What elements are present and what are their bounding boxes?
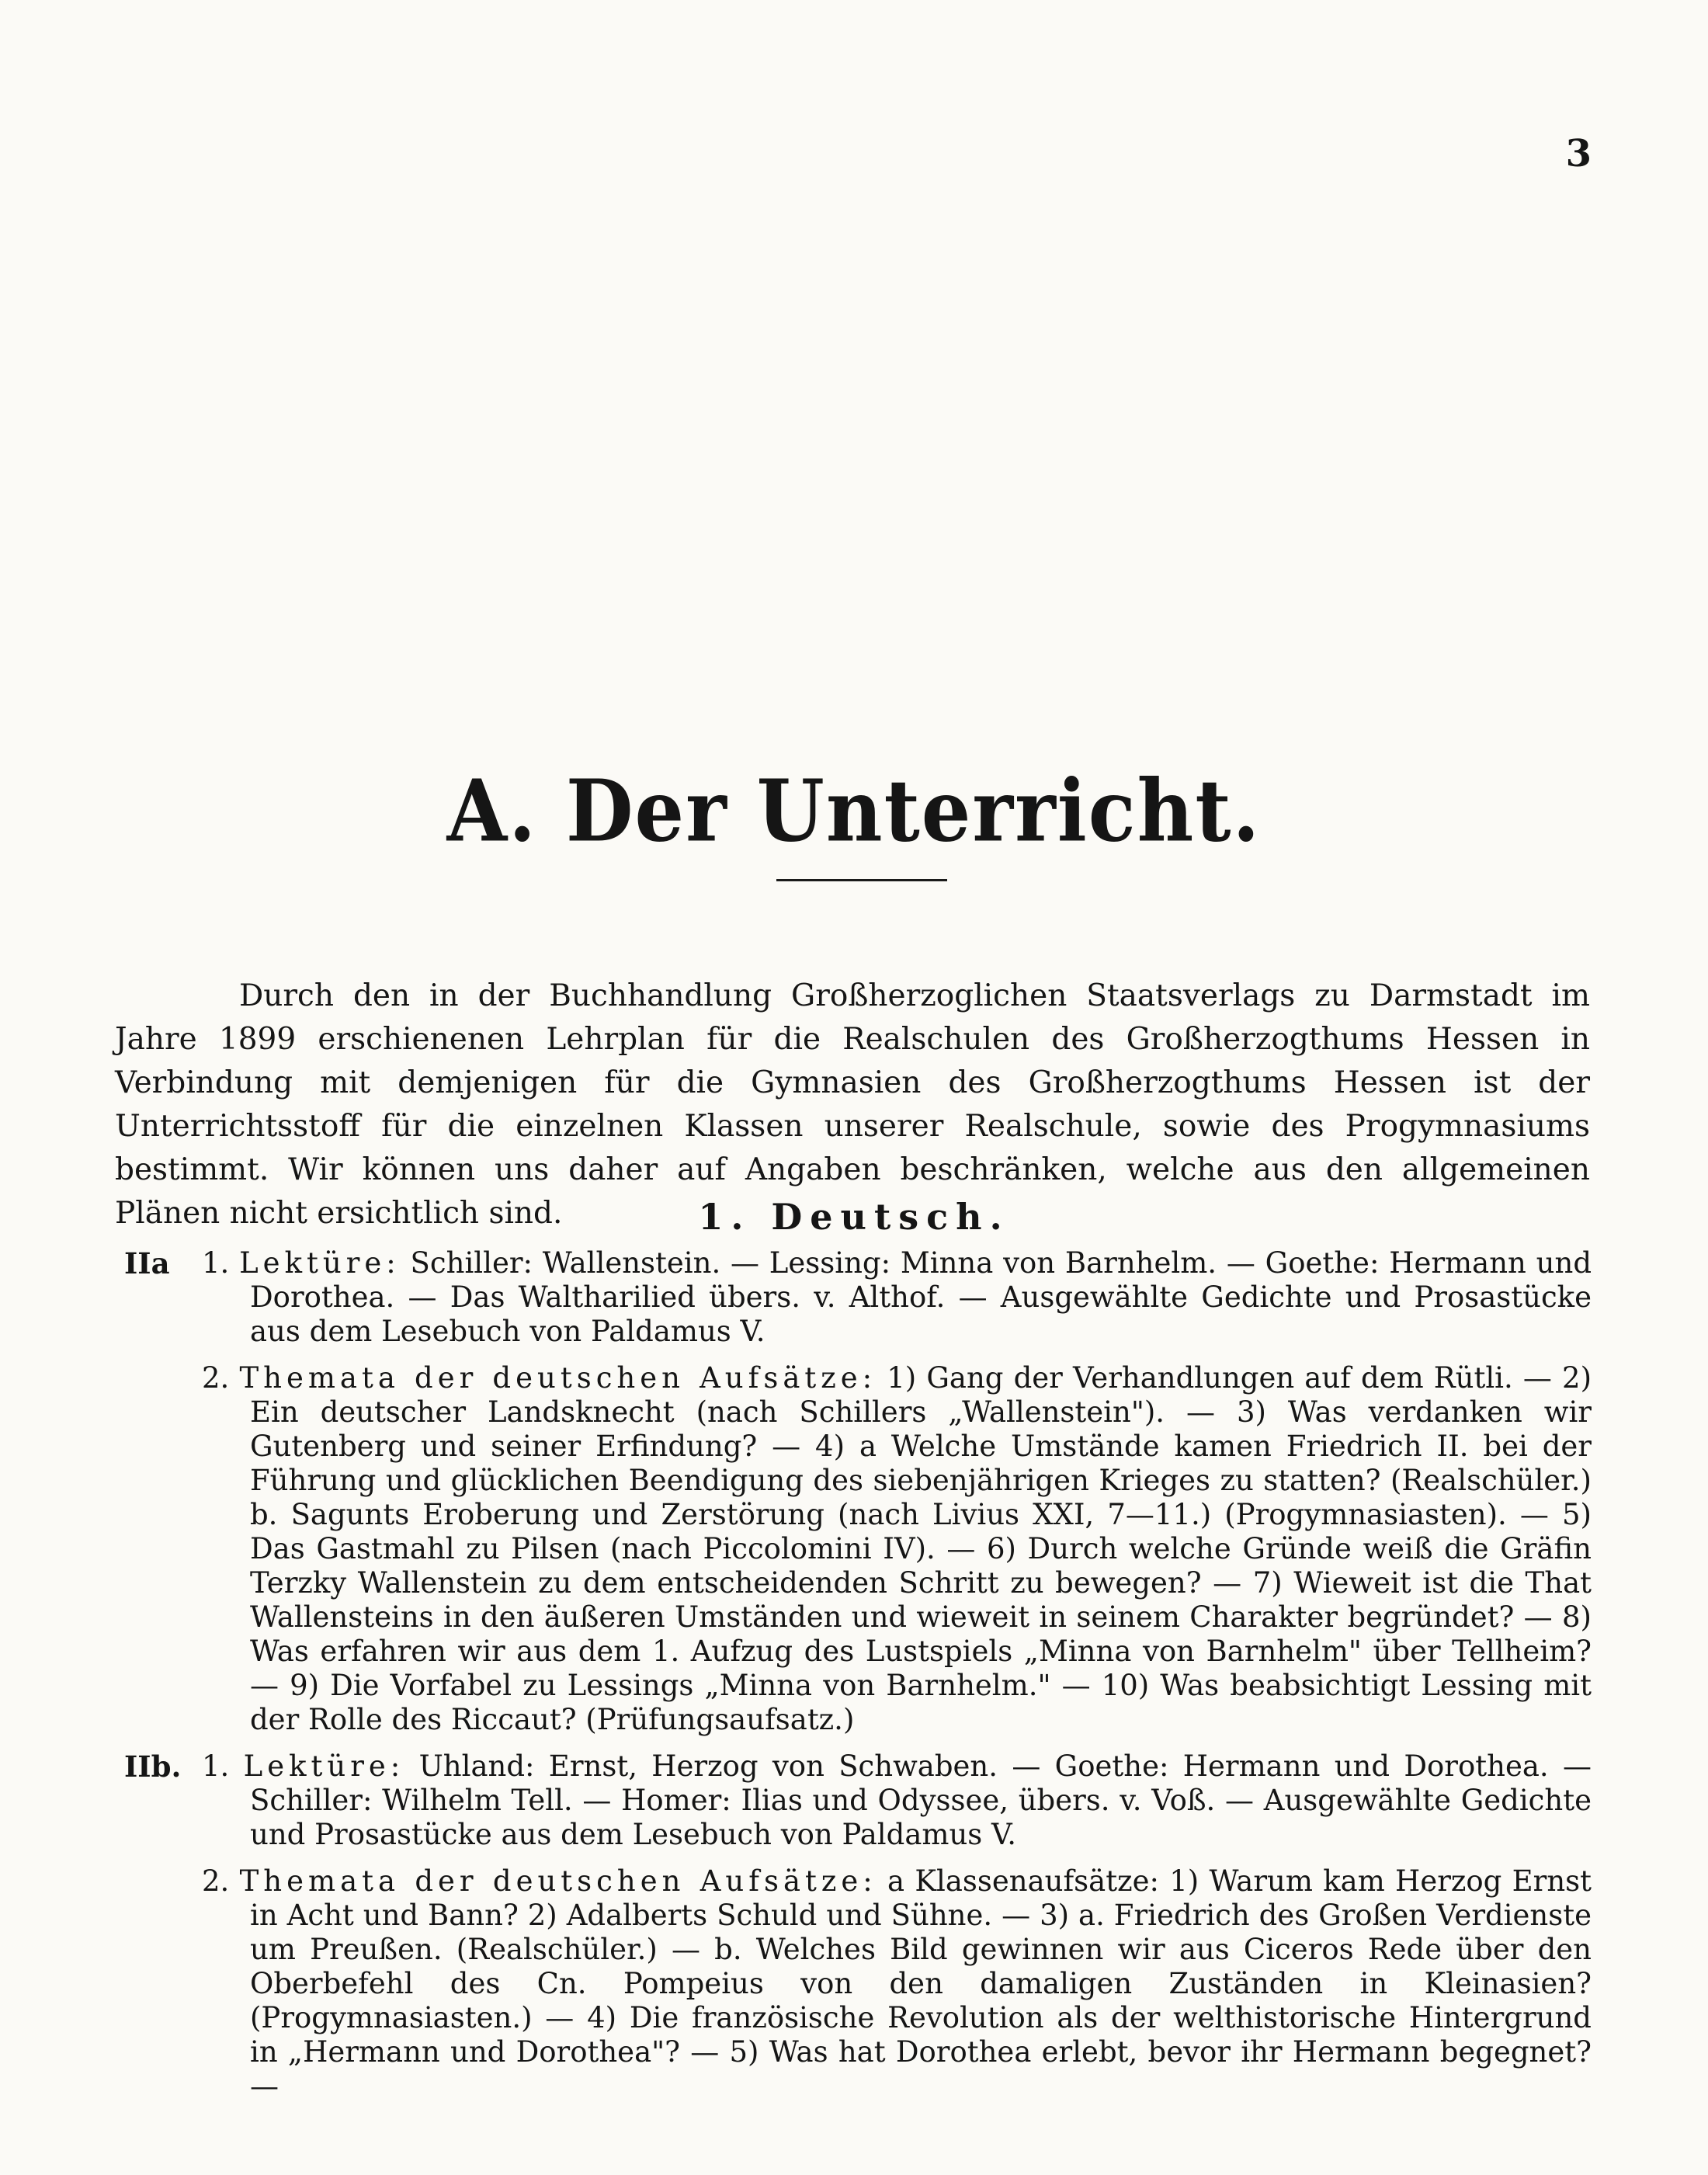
main-title: A. Der Unterricht.: [446, 760, 1262, 861]
entry-text: a Klassenaufsätze: 1) Warum kam Herzog Ernst in Acht und Bann? 2) Adalberts Schuld und Sühne. — 3) a. Friedrich des Großen Verdienste um Preußen. (Realschüler.) — b. Welches Bild gewinnen wir aus Ciceros Rede über den Oberbefehl des Cn. Pompeius von den damaligen Zuständen in Kleinasien? (Progymnasiasten.) — 4) Die französische Revolution als der welthistorische Hintergrund in „Hermann und Dorothea"? — 5) Was hat Dorothea erlebt, bevor ihr Hermann begegnet? —: [250, 1864, 1592, 2103]
entry-iib-lektuere: [124, 1749, 1592, 1852]
entry-iib-aufsaetze: [124, 1864, 1592, 2104]
entry-number: 1.: [202, 1246, 230, 1280]
page-number: 3: [1565, 132, 1592, 175]
entry-class: IIb.: [124, 1749, 182, 1784]
intro-paragraph: Durch den in der Buchhandlung Großherzoglichen Staatsverlags zu Darmstadt im Jahre 1899 erschienenen Lehrplan für die Realschulen des Großherzogthums Hessen in Verbindung mit demjenigen für die Gymnasien des Großherzogthums Hessen ist der Unterrichtsstoff für die einzelnen Klassen unserer Realschule, sowie des Progymnasiums bestimmt. Wir können uns daher auf Angaben beschränken, welche aus den allgemeinen Plänen nicht ersichtlich sind.: [115, 978, 1590, 1231]
section-heading: 1. Deutsch.: [698, 1196, 1010, 1238]
entry-label: Themata der deutschen Aufsätze:: [239, 1864, 877, 1898]
entry-text: Schiller: Wallenstein. — Lessing: Minna von Barnhelm. — Goethe: Hermann und Dorothea. — Das Waltharilied übers. v. Althof. — Ausgewählte Gedichte und Prosastücke aus dem Lesebuch von Paldamus V.: [250, 1246, 1592, 1348]
entry-iia-aufsaetze: [124, 1361, 1592, 1737]
entry-text: 1) Gang der Verhandlungen auf dem Rütli. — 2) Ein deutscher Landsknecht (nach Schillers „Wallenstein"). — 3) Was verdanken wir Gutenberg und seiner Erfindung? — 4) a Welche Umstände kamen Friedrich II. bei der Führung und glücklichen Beendigung des siebenjährigen Krieges zu statten? (Realschüler.) b. Sagunts Eroberung und Zerstörung (nach Livius XXI, 7—11.) (Progymnasiasten). — 5) Das Gastmahl zu Pilsen (nach Piccolomini IV). — 6) Durch welche Gründe weiß die Gräfin Terzky Wallenstein zu dem entscheidenden Schritt zu bewegen? — 7) Wieweit ist die That Wallensteins in den äußeren Umständen und wieweit in seinem Charakter begründet? — 8) Was erfahren wir aus dem 1. Aufzug des Lustspiels „Minna von Barnhelm" über Tellheim? — 9) Die Vorfabel zu Lessings „Minna von Barnhelm." — 10) Was beabsichtigt Lessing mit der Rolle des Riccaut? (Prüfungsaufsatz.): [250, 1361, 1592, 1736]
entry-class: IIa: [124, 1246, 170, 1280]
entry-number: 1.: [202, 1749, 230, 1783]
title-rule: [776, 879, 947, 881]
entry-label: Lektüre:: [243, 1749, 405, 1783]
entry-text: Uhland: Ernst, Herzog von Schwaben. — Goethe: Hermann und Dorothea. — Schiller: Wilhelm Tell. — Homer: Ilias und Odyssee, übers. v. Voß. — Ausgewählte Gedichte und Prosastücke aus dem Lesebuch von Paldamus V.: [250, 1749, 1592, 1851]
entry-label: Themata der deutschen Aufsätze:: [239, 1361, 877, 1395]
entry-number: 2.: [202, 1361, 230, 1395]
entry-label: Lektüre:: [239, 1246, 401, 1280]
entry-iia-lektuere: [124, 1246, 1592, 1349]
bleed-through-text: [93, 225, 1553, 300]
entry-number: 2.: [202, 1864, 230, 1898]
entries-list: [124, 1246, 1592, 2104]
